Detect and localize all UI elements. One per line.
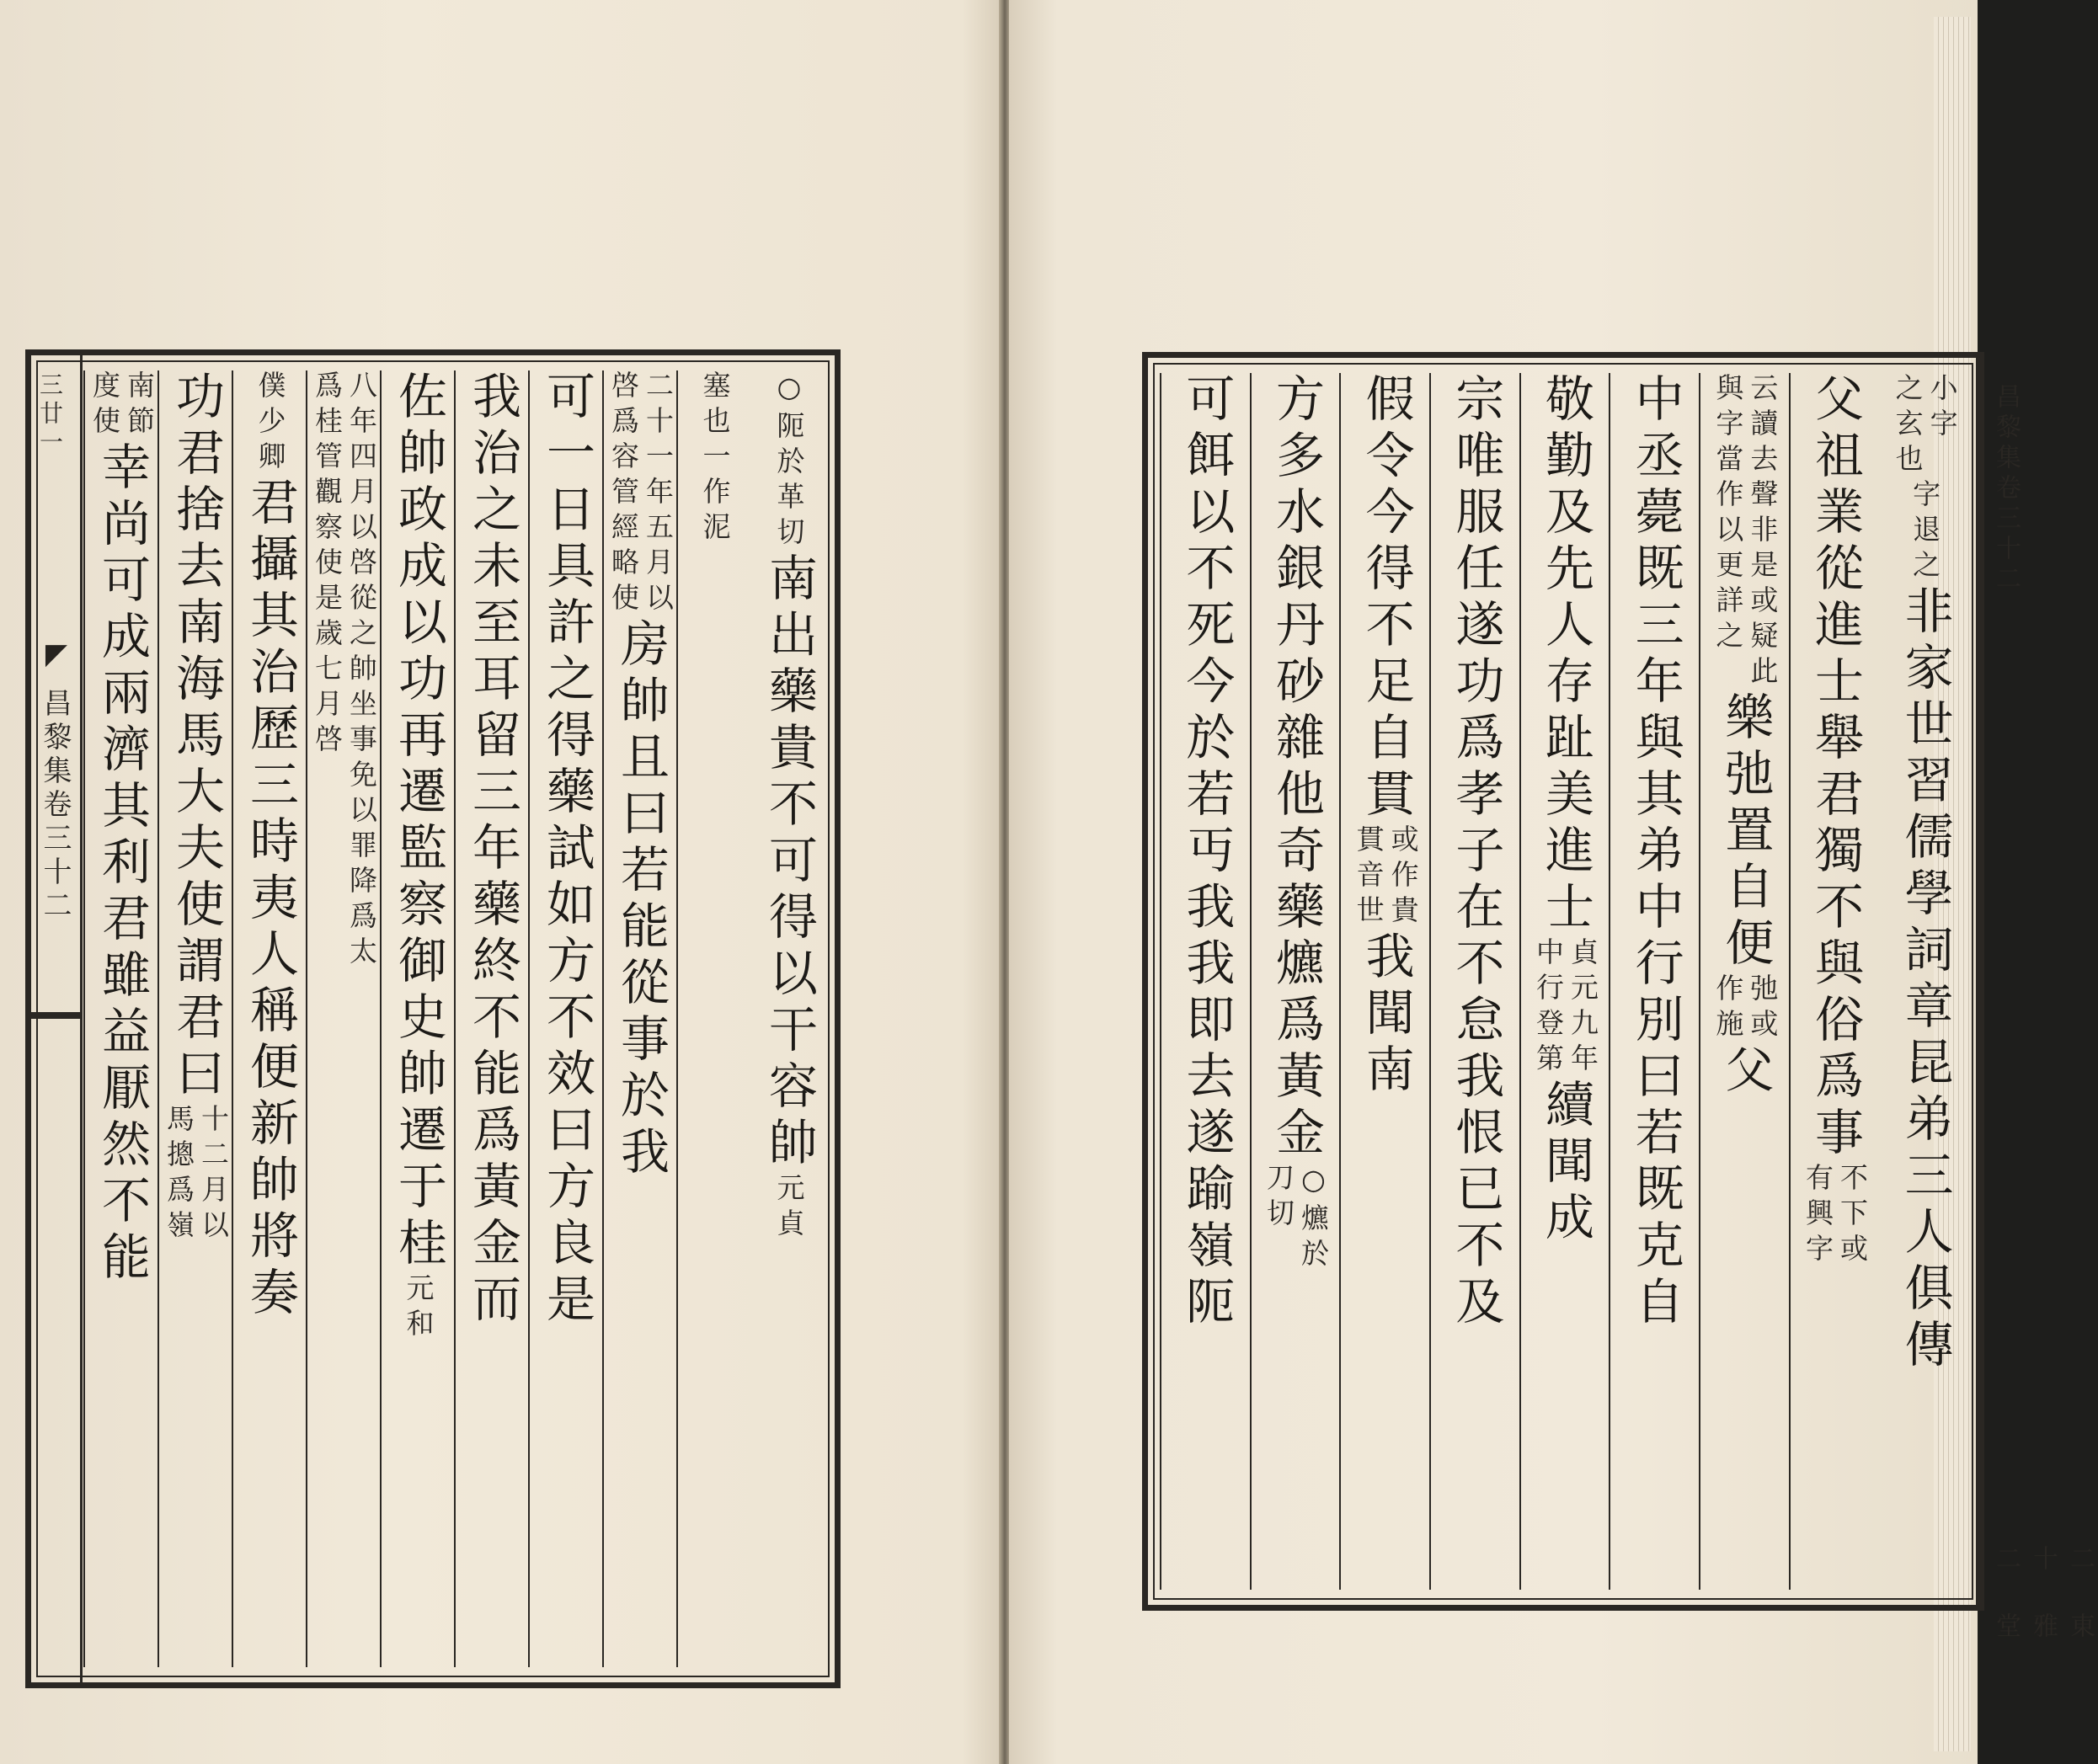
text-column: [1699, 373, 1791, 1590]
text-column: [1429, 373, 1521, 1590]
annotation-text: 字退之: [1908, 479, 1942, 585]
right-margin-title: 昌黎集卷三十二: [1991, 383, 2021, 595]
main-text: 可餌以不死今於若丏我我即去遂踰嶺阨: [1177, 373, 1236, 1332]
main-text: 君攝其治歷三時夷人稱便新帥將奏: [242, 477, 299, 1323]
main-text: 樂弛置自便: [1716, 691, 1775, 973]
annotation-text: 有興字: [1802, 1163, 1835, 1269]
text-column: [454, 370, 530, 1667]
main-text: 非家世習儒學詞章昆弟三人俱傳: [1896, 585, 1954, 1375]
main-text: 父: [1716, 1044, 1775, 1101]
text-column: [1160, 373, 1252, 1590]
annotation-text: 不下或: [1836, 1163, 1870, 1269]
main-text: 我治之未至耳留三年藥終不能爲黃金而: [464, 370, 521, 1330]
annotation-pair: [163, 1104, 230, 1245]
annotation-text: 小字: [1925, 373, 1959, 444]
annotation-text: 云讀去聲非是或疑此: [1746, 373, 1780, 691]
text-column: [380, 370, 456, 1667]
text-column: [602, 370, 678, 1667]
annotation-text: 八年四月以啓從之帥坐事免以罪降爲太: [345, 370, 378, 972]
text-column: [1880, 373, 1970, 1590]
annotation-text: 十二月以: [197, 1104, 230, 1245]
main-text: 假令今得不足自貫: [1357, 373, 1415, 824]
main-text: 可一日具許之得藥試如方不效曰方良是: [538, 370, 595, 1330]
annotation-pair: [88, 370, 156, 441]
main-text: 房帥且曰若能從事於我: [612, 618, 670, 1182]
annotation-pair: [1711, 373, 1780, 691]
annotation-pair: [1802, 1163, 1870, 1269]
annotation-text: 貞元九年: [1567, 937, 1600, 1079]
left-text-frame: [25, 349, 841, 1688]
main-text: 父祖業從進士舉君獨不與俗爲事: [1807, 373, 1865, 1163]
main-text: 方多水銀丹砂雜他奇藥爊爲黃金: [1268, 373, 1326, 1163]
annotation-pair: [1532, 937, 1600, 1079]
annotation-text: 中行登第: [1532, 937, 1566, 1079]
annotation-pair: [772, 1173, 806, 1244]
text-column: [752, 370, 826, 1667]
annotation-text: 馬摠爲嶺: [163, 1104, 195, 1245]
text-column: [157, 370, 233, 1667]
right-edge-mark: 東雅堂: [1991, 1612, 2095, 1643]
annotation-pair: [1263, 1163, 1331, 1274]
annotation-text: 僕少卿: [254, 370, 287, 477]
annotation-text: 爲桂管觀察使是歲七月啓: [311, 370, 344, 759]
annotation-text: 南節: [123, 370, 156, 441]
annotation-text: 與字當作以更詳之: [1711, 373, 1745, 656]
annotation-text: 或作貴: [1386, 824, 1420, 930]
annotation-text: 元貞: [772, 1173, 806, 1244]
main-text: 我聞南: [1357, 930, 1415, 1100]
annotation-text: ○阨於革切: [772, 370, 806, 552]
main-text: 敬勤及先人存趾美進士: [1537, 373, 1595, 937]
main-text: 南出藥貴不可得以干容帥: [761, 552, 818, 1173]
annotation-text: 之玄也: [1891, 373, 1925, 479]
annotation-pair: [313, 370, 376, 972]
fishtail-bar: [28, 1012, 80, 1019]
text-column: [83, 370, 159, 1667]
right-text-frame: [1142, 352, 2095, 1643]
text-column: [306, 370, 382, 1667]
annotation-text: 二十一年五月以: [642, 370, 675, 618]
text-column: [1339, 373, 1431, 1590]
text-column: [1609, 373, 1700, 1590]
text-column: [1250, 373, 1342, 1590]
annotation-text: 刀切: [1263, 1163, 1296, 1234]
annotation-text: 貫音世: [1352, 824, 1385, 930]
text-column: [232, 370, 307, 1667]
right-margin-band: [1976, 358, 2095, 1643]
main-text: 幸尚可成兩濟其利君雖益厭然不能: [93, 441, 151, 1287]
annotation-pair: [1891, 373, 1959, 479]
annotation-pair: [607, 370, 675, 618]
fishtail-mark-icon: ◤: [40, 637, 73, 671]
main-text: 佐帥政成以功再遷監察御史帥遷于桂: [390, 370, 447, 1273]
annotation-text: ○爊於: [1297, 1163, 1331, 1274]
right-folio: 二十二: [1991, 1545, 2095, 1575]
annotation-text: 作施: [1711, 973, 1745, 1044]
annotation-text: 度使: [88, 370, 121, 441]
left-page: [0, 0, 1002, 1764]
main-text: 續聞成: [1537, 1079, 1595, 1248]
text-column: [1519, 373, 1611, 1590]
annotation-text: 塞也一作泥: [698, 370, 732, 547]
left-folio: 三廿一: [36, 372, 64, 458]
main-text: 功君捨去南海馬大夫使謂君曰: [168, 370, 225, 1104]
main-text: 中丞薨既三年與其弟中行別曰若既克自: [1626, 373, 1684, 1332]
annotation-text: 元和: [402, 1273, 435, 1344]
annotation-pair: [1711, 973, 1780, 1044]
annotation-pair: [1352, 824, 1420, 930]
main-text: 宗唯服任遂功爲孝子在不怠我恨已不及: [1447, 373, 1505, 1332]
left-margin-band: [25, 355, 83, 1682]
text-column: [1789, 373, 1881, 1590]
text-column: [676, 370, 752, 1667]
left-margin-title: 昌黎集卷三十二: [38, 688, 72, 924]
annotation-text: 啓爲容管經略使: [607, 370, 640, 618]
annotation-pair: [402, 1273, 435, 1344]
annotation-text: 弛或: [1746, 973, 1780, 1044]
right-page: [1009, 0, 2095, 1764]
text-column: [528, 370, 604, 1667]
